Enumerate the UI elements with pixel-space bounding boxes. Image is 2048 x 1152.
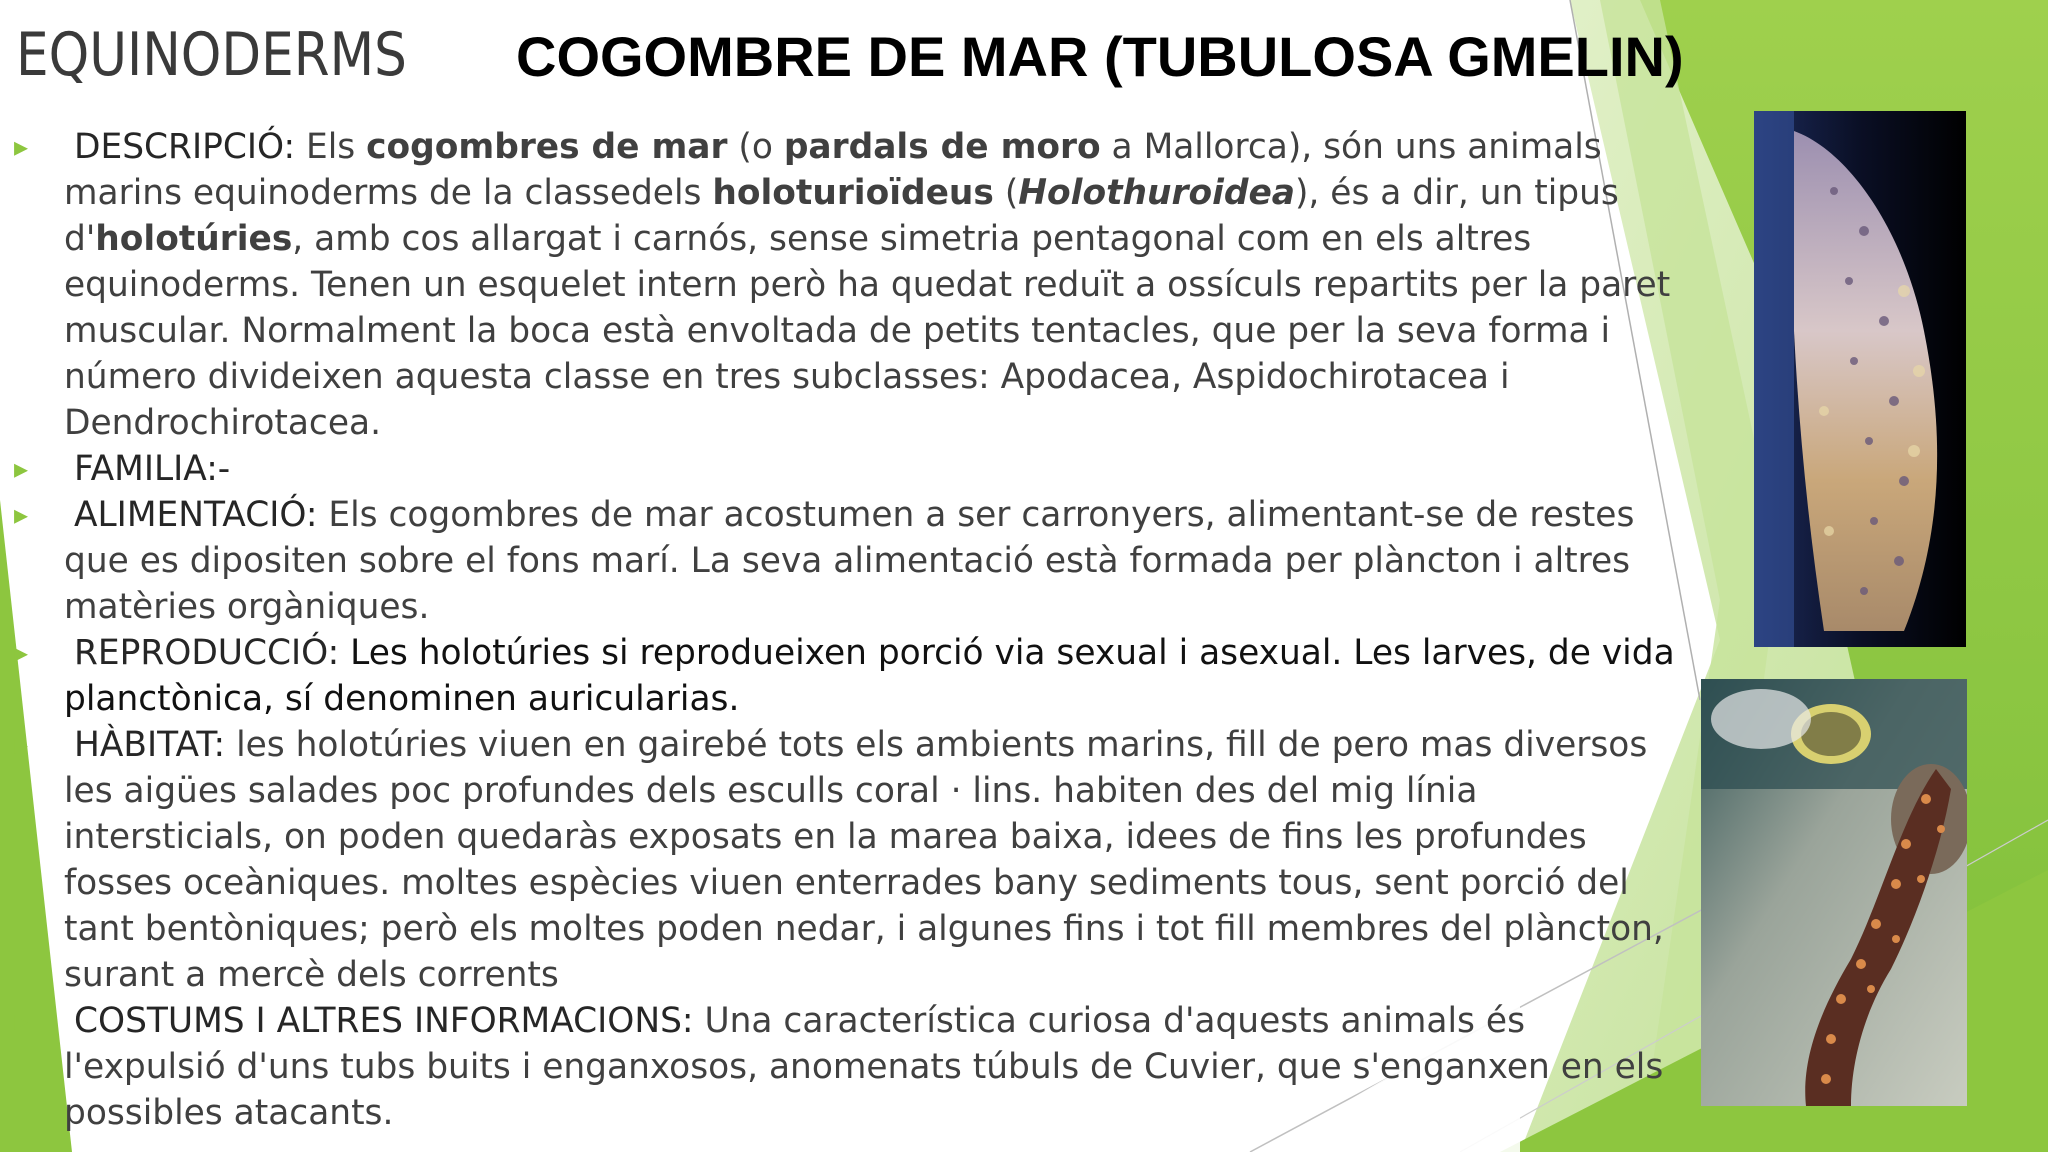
list-item-costums xyxy=(14,998,1694,1136)
triangle-bullet-icon: ▸ xyxy=(14,130,29,163)
descripcio-text-1: Els xyxy=(295,127,367,167)
descripcio-text-2: (o xyxy=(727,127,784,167)
reproduccio-text: Les holotúries si reprodueixen porció via sexual i asexual. Les larves, de vida planctònica, sí denominen auricularias. xyxy=(64,633,1675,719)
sea-cucumber-photo-2 xyxy=(1701,679,1967,1106)
familia-label: FAMILIA:- xyxy=(74,449,231,489)
triangle-bullet-icon: ▸ xyxy=(14,498,29,531)
descripcio-text-5: ), és a dir, un tipus d' xyxy=(64,173,1619,259)
habitat-text: les holotúries viuen en gairebé tots els ambients marins, fill de pero mas diversos les aigües salades poc profundes dels esculls coral · lins. habiten des del mig línia intersticials, on poden quedaràs exposats en la marea baixa, idees de fins les profundes fosses oceàniques. moltes espècies viuen enterrades bany sediments tous, sent porció del tant bentòniques; però els moltes poden nedar, i algunes fins i tot fill membres del plàncton, surant a mercè dels corrents xyxy=(64,725,1664,995)
costums-label: COSTUMS I ALTRES INFORMACIONS: xyxy=(74,1001,694,1041)
alimentacio-text: Els cogombres de mar acostumen a ser carronyers, alimentant-se de restes que es dipositen sobre el fons marí. La seva alimentació està formada per plàncton i altres matèries orgàniques. xyxy=(64,495,1635,627)
slide-title: COGOMBRE DE MAR (TUBULOSA GMELIN) xyxy=(516,25,1684,88)
descripcio-bold-italic: Holothuroidea xyxy=(1018,173,1296,213)
triangle-bullet-icon: ▸ xyxy=(14,1004,29,1037)
descripcio-text-6: , amb cos allargat i carnós, sense simetria pentagonal com en els altres equinoderms. Tenen un esquelet intern però ha quedat reduït a ossículs repartits per la paret muscular. Normalment la boca està envoltada de petits tentacles, que per la seva forma i número divideixen aquesta classe en tres subclasses: Apodacea, Aspidochirotacea i Dendrochirotacea. xyxy=(64,219,1671,443)
alimentacio-label: ALIMENTACIÓ: xyxy=(74,495,318,535)
habitat-label: HÀBITAT: xyxy=(74,725,226,765)
triangle-bullet-icon: ▸ xyxy=(14,452,29,485)
list-item-alimentacio xyxy=(14,492,1694,630)
descripcio-text-3: a Mallorca), són uns animals marins equinoderms de la classedels xyxy=(64,127,1602,213)
list-item-reproduccio xyxy=(14,630,1694,722)
list-item-descripcio xyxy=(14,124,1694,446)
descripcio-bold-2: pardals de moro xyxy=(783,127,1101,167)
sea-cucumber-photo-1 xyxy=(1754,111,1966,647)
bullet-list xyxy=(14,124,1694,1136)
costums-text: Una característica curiosa d'aquests animals és l'expulsió d'uns tubs buits i enganxosos, anomenats túbuls de Cuvier, que s'enganxen en els possibles atacants. xyxy=(64,1001,1664,1133)
descripcio-bold-1: cogombres de mar xyxy=(366,127,728,167)
descripcio-bold-3: holoturioïdeus xyxy=(712,173,994,213)
reproduccio-label: REPRODUCCIÓ: xyxy=(74,633,340,673)
descripcio-text-4: ( xyxy=(993,173,1019,213)
list-item-habitat xyxy=(14,722,1694,998)
descripcio-label: DESCRIPCIÓ: xyxy=(74,127,296,167)
descripcio-bold-4: holotúries xyxy=(95,219,293,259)
list-item-familia xyxy=(14,446,1694,492)
triangle-bullet-icon: ▸ xyxy=(14,728,29,761)
section-title: EQUINODERMS xyxy=(16,20,407,90)
triangle-bullet-icon: ▸ xyxy=(14,636,29,669)
